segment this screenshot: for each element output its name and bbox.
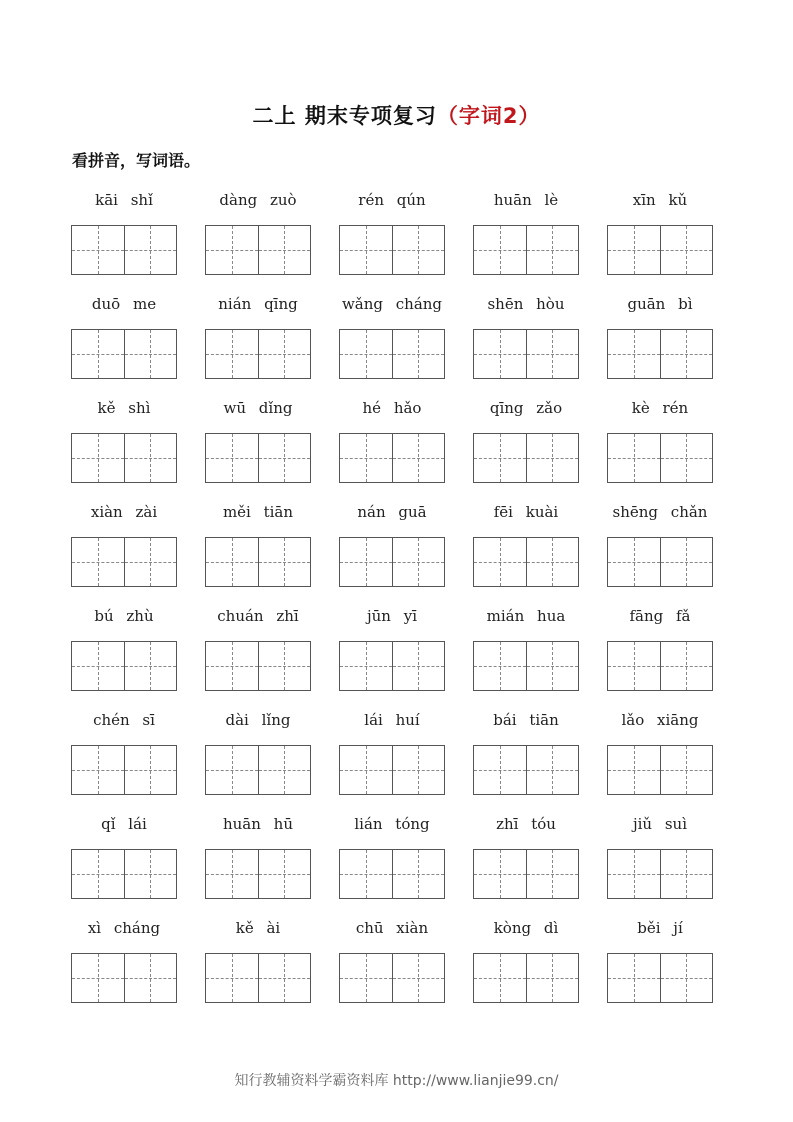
writing-boxes[interactable] xyxy=(339,537,445,587)
tian-zi-ge-box[interactable] xyxy=(526,746,579,794)
word-item xyxy=(205,289,311,393)
pinyin-label: kāi shǐ xyxy=(95,191,153,209)
writing-boxes[interactable] xyxy=(205,329,311,379)
pinyin-label: kè rén xyxy=(631,399,689,417)
tian-zi-ge-box[interactable] xyxy=(206,538,258,586)
writing-boxes[interactable] xyxy=(473,641,579,691)
pinyin-label: bái tiān xyxy=(493,711,559,729)
word-item xyxy=(473,497,579,601)
pinyin-label: dài lǐng xyxy=(225,711,291,729)
word-row xyxy=(71,185,713,289)
pinyin-label: chén sī xyxy=(93,711,155,729)
tian-zi-ge-box[interactable] xyxy=(340,850,392,898)
word-item xyxy=(205,497,311,601)
pinyin-label: guān bì xyxy=(627,295,693,313)
writing-boxes[interactable] xyxy=(339,953,445,1003)
tian-zi-ge-box[interactable] xyxy=(392,746,445,794)
writing-boxes[interactable] xyxy=(607,537,713,587)
pinyin-label: kòng dì xyxy=(493,919,559,937)
tian-zi-ge-box[interactable] xyxy=(526,954,579,1002)
writing-boxes[interactable] xyxy=(339,745,445,795)
pinyin-label: wǎng cháng xyxy=(341,295,443,313)
word-row xyxy=(71,497,713,601)
pinyin-label: jiǔ suì xyxy=(632,815,688,833)
tian-zi-ge-box[interactable] xyxy=(206,850,258,898)
pinyin-label: mián hua xyxy=(486,607,566,625)
tian-zi-ge-box[interactable] xyxy=(474,850,526,898)
tian-zi-ge-box[interactable] xyxy=(124,954,177,1002)
tian-zi-ge-box[interactable] xyxy=(206,330,258,378)
tian-zi-ge-box[interactable] xyxy=(474,642,526,690)
word-item xyxy=(339,705,445,809)
pinyin-label: huān hū xyxy=(222,815,293,833)
tian-zi-ge-box[interactable] xyxy=(660,642,713,690)
tian-zi-ge-box[interactable] xyxy=(206,434,258,482)
word-item xyxy=(71,809,177,913)
pinyin-label: bú zhù xyxy=(94,607,154,625)
word-item xyxy=(205,809,311,913)
word-item xyxy=(607,809,713,913)
tian-zi-ge-box[interactable] xyxy=(474,226,526,274)
tian-zi-ge-box[interactable] xyxy=(474,330,526,378)
word-row xyxy=(71,809,713,913)
pinyin-label: huān lè xyxy=(493,191,559,209)
pinyin-label: lǎo xiāng xyxy=(621,711,699,729)
tian-zi-ge-box[interactable] xyxy=(124,538,177,586)
word-row xyxy=(71,913,713,1017)
writing-boxes[interactable] xyxy=(607,433,713,483)
writing-boxes[interactable] xyxy=(473,849,579,899)
word-item xyxy=(473,393,579,497)
tian-zi-ge-box[interactable] xyxy=(660,330,713,378)
pinyin-label: qīng zǎo xyxy=(489,399,563,417)
tian-zi-ge-box[interactable] xyxy=(72,538,124,586)
word-item xyxy=(607,185,713,289)
tian-zi-ge-box[interactable] xyxy=(72,226,124,274)
tian-zi-ge-box[interactable] xyxy=(124,226,177,274)
pinyin-label: duō me xyxy=(91,295,157,313)
tian-zi-ge-box[interactable] xyxy=(392,954,445,1002)
word-item xyxy=(71,705,177,809)
tian-zi-ge-box[interactable] xyxy=(474,954,526,1002)
tian-zi-ge-box[interactable] xyxy=(124,746,177,794)
tian-zi-ge-box[interactable] xyxy=(258,642,311,690)
word-row xyxy=(71,601,713,705)
pinyin-label: zhī tóu xyxy=(496,815,556,833)
pinyin-label: nán guā xyxy=(357,503,427,521)
writing-boxes[interactable] xyxy=(339,849,445,899)
word-item xyxy=(71,393,177,497)
tian-zi-ge-box[interactable] xyxy=(258,746,311,794)
writing-boxes[interactable] xyxy=(205,225,311,275)
tian-zi-ge-box[interactable] xyxy=(526,850,579,898)
tian-zi-ge-box[interactable] xyxy=(474,746,526,794)
tian-zi-ge-box[interactable] xyxy=(660,850,713,898)
pinyin-label: fāng fǎ xyxy=(629,607,691,625)
writing-boxes[interactable] xyxy=(339,433,445,483)
tian-zi-ge-box[interactable] xyxy=(340,434,392,482)
tian-zi-ge-box[interactable] xyxy=(340,330,392,378)
word-row xyxy=(71,705,713,809)
pinyin-label: wū dǐng xyxy=(223,399,293,417)
writing-boxes[interactable] xyxy=(71,849,177,899)
tian-zi-ge-box[interactable] xyxy=(526,434,579,482)
tian-zi-ge-box[interactable] xyxy=(608,434,660,482)
writing-boxes[interactable] xyxy=(607,225,713,275)
tian-zi-ge-box[interactable] xyxy=(340,226,392,274)
tian-zi-ge-box[interactable] xyxy=(72,642,124,690)
tian-zi-ge-box[interactable] xyxy=(258,954,311,1002)
tian-zi-ge-box[interactable] xyxy=(392,850,445,898)
tian-zi-ge-box[interactable] xyxy=(608,954,660,1002)
writing-boxes[interactable] xyxy=(205,433,311,483)
pinyin-label: chuán zhī xyxy=(217,607,299,625)
writing-boxes[interactable] xyxy=(205,641,311,691)
instruction: 看拼音，写词语。 xyxy=(72,151,201,170)
tian-zi-ge-box[interactable] xyxy=(258,226,311,274)
pinyin-grid xyxy=(71,185,713,1017)
writing-boxes[interactable] xyxy=(205,745,311,795)
tian-zi-ge-box[interactable] xyxy=(258,330,311,378)
pinyin-label: lái huí xyxy=(364,711,420,729)
word-item xyxy=(205,185,311,289)
pinyin-label: shēn hòu xyxy=(487,295,565,313)
tian-zi-ge-box[interactable] xyxy=(608,642,660,690)
writing-boxes[interactable] xyxy=(473,225,579,275)
word-item xyxy=(71,497,177,601)
writing-boxes[interactable] xyxy=(339,641,445,691)
tian-zi-ge-box[interactable] xyxy=(608,746,660,794)
tian-zi-ge-box[interactable] xyxy=(660,434,713,482)
writing-boxes[interactable] xyxy=(473,953,579,1003)
word-item xyxy=(473,809,579,913)
word-item xyxy=(473,705,579,809)
tian-zi-ge-box[interactable] xyxy=(392,434,445,482)
tian-zi-ge-box[interactable] xyxy=(72,746,124,794)
word-item xyxy=(473,289,579,393)
tian-zi-ge-box[interactable] xyxy=(392,330,445,378)
word-item xyxy=(339,601,445,705)
tian-zi-ge-box[interactable] xyxy=(258,434,311,482)
word-item xyxy=(339,289,445,393)
writing-boxes[interactable] xyxy=(205,953,311,1003)
writing-boxes[interactable] xyxy=(607,641,713,691)
word-item xyxy=(339,913,445,1017)
pinyin-label: jūn yī xyxy=(366,607,417,625)
writing-boxes[interactable] xyxy=(339,225,445,275)
tian-zi-ge-box[interactable] xyxy=(206,954,258,1002)
word-row xyxy=(71,289,713,393)
word-item xyxy=(205,705,311,809)
tian-zi-ge-box[interactable] xyxy=(608,226,660,274)
writing-boxes[interactable] xyxy=(607,849,713,899)
tian-zi-ge-box[interactable] xyxy=(392,538,445,586)
tian-zi-ge-box[interactable] xyxy=(526,642,579,690)
word-item xyxy=(473,185,579,289)
tian-zi-ge-box[interactable] xyxy=(258,538,311,586)
tian-zi-ge-box[interactable] xyxy=(474,538,526,586)
tian-zi-ge-box[interactable] xyxy=(392,226,445,274)
tian-zi-ge-box[interactable] xyxy=(340,642,392,690)
page-title xyxy=(0,100,793,130)
word-item xyxy=(607,497,713,601)
writing-boxes[interactable] xyxy=(71,433,177,483)
word-item xyxy=(205,393,311,497)
tian-zi-ge-box[interactable] xyxy=(124,434,177,482)
tian-zi-ge-box[interactable] xyxy=(72,330,124,378)
word-item xyxy=(339,809,445,913)
writing-boxes[interactable] xyxy=(205,849,311,899)
word-item xyxy=(607,913,713,1017)
pinyin-label: rén qún xyxy=(358,191,426,209)
tian-zi-ge-box[interactable] xyxy=(124,330,177,378)
writing-boxes[interactable] xyxy=(205,537,311,587)
pinyin-label: chū xiàn xyxy=(355,919,429,937)
pinyin-label: fēi kuài xyxy=(493,503,559,521)
tian-zi-ge-box[interactable] xyxy=(608,330,660,378)
pinyin-label: kě shì xyxy=(97,399,151,417)
writing-boxes[interactable] xyxy=(71,745,177,795)
tian-zi-ge-box[interactable] xyxy=(660,226,713,274)
pinyin-label: kě ài xyxy=(235,919,281,937)
writing-boxes[interactable] xyxy=(71,641,177,691)
tian-zi-ge-box[interactable] xyxy=(206,642,258,690)
footer-watermark: 知行教辅资料学霸资料库 http://www.lianjie99.cn/ xyxy=(234,1073,559,1089)
writing-boxes[interactable] xyxy=(607,329,713,379)
tian-zi-ge-box[interactable] xyxy=(124,642,177,690)
word-row xyxy=(71,393,713,497)
tian-zi-ge-box[interactable] xyxy=(392,642,445,690)
writing-boxes[interactable] xyxy=(473,329,579,379)
tian-zi-ge-box[interactable] xyxy=(340,538,392,586)
tian-zi-ge-box[interactable] xyxy=(474,434,526,482)
tian-zi-ge-box[interactable] xyxy=(258,850,311,898)
tian-zi-ge-box[interactable] xyxy=(660,746,713,794)
word-item xyxy=(71,289,177,393)
pinyin-label: běi jí xyxy=(637,919,683,937)
pinyin-label: xiàn zài xyxy=(90,503,158,521)
tian-zi-ge-box[interactable] xyxy=(660,954,713,1002)
tian-zi-ge-box[interactable] xyxy=(526,330,579,378)
tian-zi-ge-box[interactable] xyxy=(660,538,713,586)
writing-boxes[interactable] xyxy=(473,745,579,795)
tian-zi-ge-box[interactable] xyxy=(72,954,124,1002)
tian-zi-ge-box[interactable] xyxy=(124,850,177,898)
word-item xyxy=(339,497,445,601)
writing-boxes[interactable] xyxy=(339,329,445,379)
tian-zi-ge-box[interactable] xyxy=(340,954,392,1002)
tian-zi-ge-box[interactable] xyxy=(206,226,258,274)
word-item xyxy=(71,185,177,289)
title-sub: （字词2） xyxy=(436,104,541,128)
pinyin-label: lián tóng xyxy=(354,815,430,833)
tian-zi-ge-box[interactable] xyxy=(526,538,579,586)
word-item xyxy=(473,913,579,1017)
word-item xyxy=(71,913,177,1017)
word-item xyxy=(607,601,713,705)
word-item xyxy=(71,601,177,705)
tian-zi-ge-box[interactable] xyxy=(72,850,124,898)
writing-boxes[interactable] xyxy=(607,953,713,1003)
pinyin-label: hé hǎo xyxy=(362,399,422,417)
tian-zi-ge-box[interactable] xyxy=(608,538,660,586)
pinyin-label: měi tiān xyxy=(222,503,294,521)
tian-zi-ge-box[interactable] xyxy=(206,746,258,794)
tian-zi-ge-box[interactable] xyxy=(340,746,392,794)
title-main: 二上 期末专项复习 xyxy=(252,104,437,128)
word-item xyxy=(205,601,311,705)
pinyin-label: nián qīng xyxy=(218,295,298,313)
writing-boxes[interactable] xyxy=(71,329,177,379)
word-item xyxy=(473,601,579,705)
writing-boxes[interactable] xyxy=(473,537,579,587)
writing-boxes[interactable] xyxy=(607,745,713,795)
tian-zi-ge-box[interactable] xyxy=(526,226,579,274)
word-item xyxy=(205,913,311,1017)
tian-zi-ge-box[interactable] xyxy=(608,850,660,898)
pinyin-label: xīn kǔ xyxy=(632,191,688,209)
writing-boxes[interactable] xyxy=(71,225,177,275)
pinyin-label: shēng chǎn xyxy=(612,503,708,521)
pinyin-label: qǐ lái xyxy=(101,815,147,833)
word-item xyxy=(339,393,445,497)
tian-zi-ge-box[interactable] xyxy=(72,434,124,482)
pinyin-label: dàng zuò xyxy=(219,191,297,209)
writing-boxes[interactable] xyxy=(71,953,177,1003)
writing-boxes[interactable] xyxy=(473,433,579,483)
word-item xyxy=(607,705,713,809)
word-item xyxy=(607,393,713,497)
pinyin-label: xì cháng xyxy=(87,919,161,937)
word-item xyxy=(607,289,713,393)
word-item xyxy=(339,185,445,289)
writing-boxes[interactable] xyxy=(71,537,177,587)
